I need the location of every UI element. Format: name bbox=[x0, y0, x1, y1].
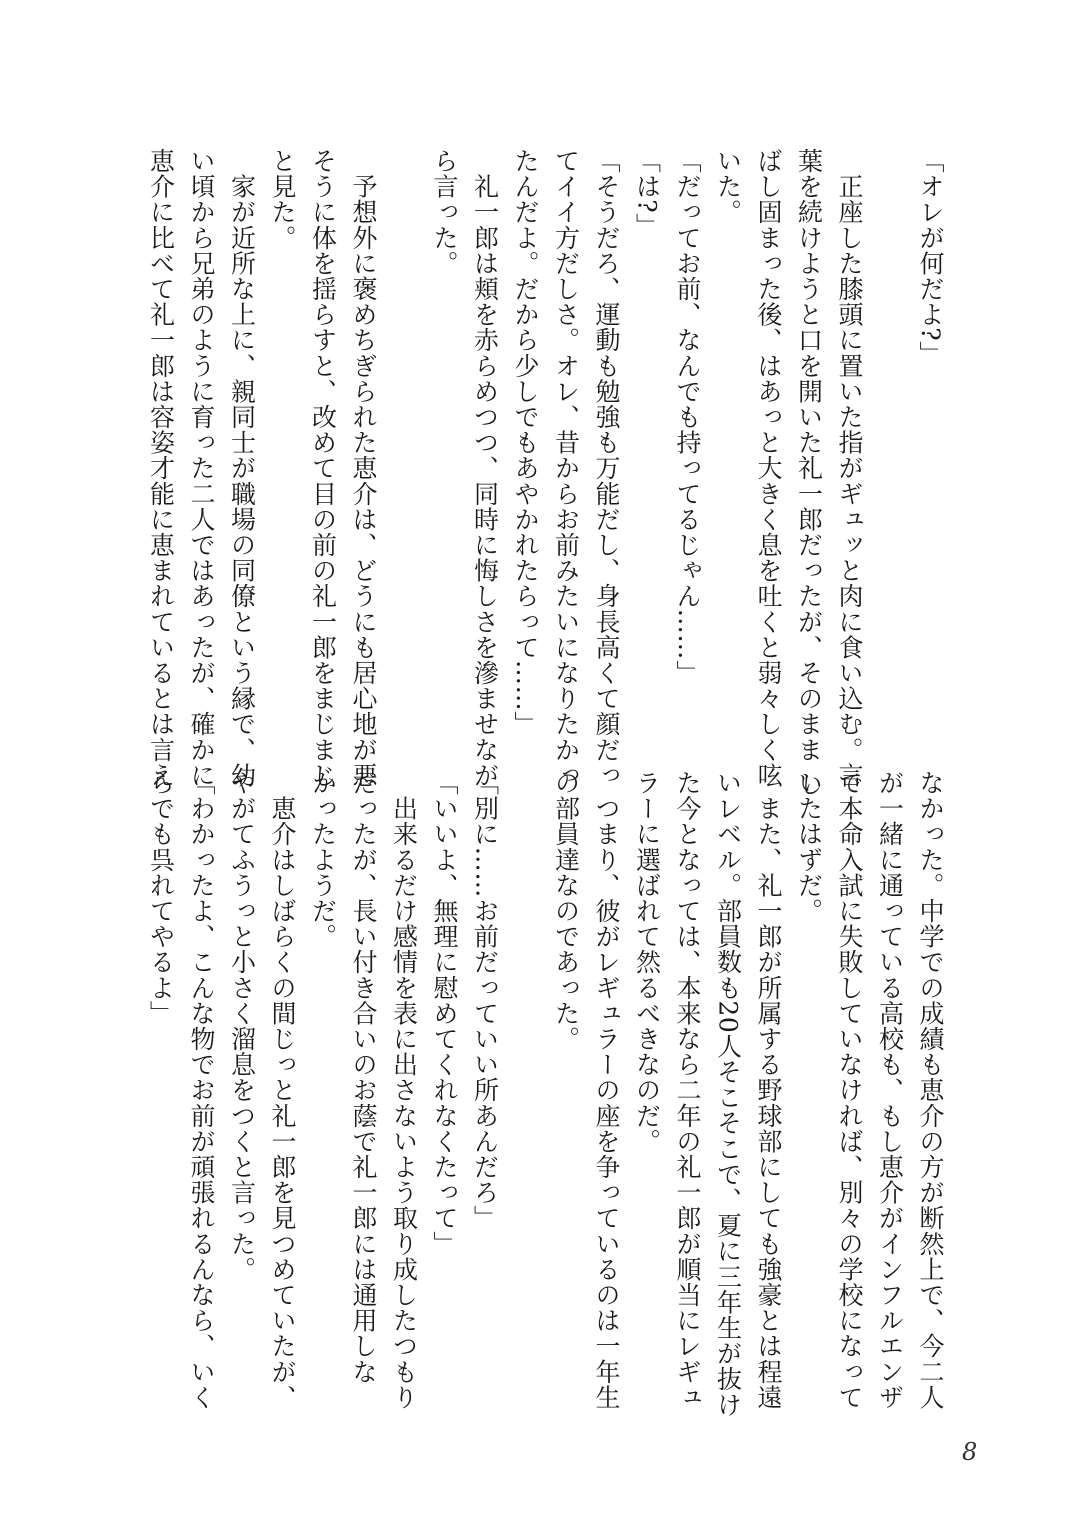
text-line: らでも呉れてやるよ」 bbox=[146, 770, 176, 1026]
text-line: てイイ方だしさ。オレ、昔からお前みたいになりたかっ bbox=[551, 148, 581, 788]
text-line: 予想外に褒めちぎられた恵介は、どうにも居心地が悪 bbox=[349, 148, 378, 788]
text-line: 葉を続けようと口を開いた礼一郎だったが、そのまま し bbox=[794, 148, 824, 797]
text-line: た今となっては、本来なら二年の礼一郎が順当にレギュ bbox=[673, 770, 702, 1410]
text-line: い頃から兄弟のように育った二人ではあったが、確かに bbox=[187, 148, 216, 788]
text-line: 恵介はしばらくの間じっと礼一郎を見つめていたが、 bbox=[268, 770, 297, 1410]
text-line: やがてふうっと小さく溜息をつくと言った。 bbox=[227, 770, 257, 1282]
text-line: いレベル。部員数も20人そこそこで、夏に三年生が抜け bbox=[713, 770, 743, 1418]
text-line: ばし固まった後、はあっと大きく息を吐くと弱々しく呟 bbox=[754, 148, 783, 788]
text-line: つまり、彼がレギュラーの座を争っているのは一年生 bbox=[592, 770, 621, 1410]
text-block-top bbox=[146, 148, 950, 797]
text-line: 「そうだろ、運動も勉強も万能だし、身長高くて顔だっ bbox=[592, 148, 621, 788]
text-block-bottom bbox=[146, 770, 950, 1418]
text-line: そうに体を揺らすと、改めて目の前の礼一郎をまじまじ bbox=[308, 148, 338, 788]
text-line: また、礼一郎が所属する野球部にしても強豪とは程遠 bbox=[754, 770, 783, 1410]
text-line: が一緒に通っている高校も、もし恵介がインフルエンザ bbox=[875, 770, 905, 1410]
text-line: ラーに選ばれて然るべきなのだ。 bbox=[632, 770, 662, 1154]
text-line: 「オレが何だよ?」 bbox=[916, 148, 945, 367]
text-line: 正座した膝頭に置いた指がギュッと肉に食い込む。言 bbox=[835, 148, 864, 788]
text-line: 礼一郎は頬を赤らめつつ、同時に悔しさを滲ませなが bbox=[470, 148, 500, 788]
text-line: かったようだ。 bbox=[308, 770, 338, 950]
text-line: 「だってお前、なんでも持ってるじゃん……」 bbox=[673, 148, 702, 686]
text-line: いた。 bbox=[713, 148, 743, 225]
text-line: たんだよ。だから少しでもあやかれたらって……」 bbox=[511, 148, 540, 737]
text-line: と見た。 bbox=[268, 148, 297, 251]
text-line: 「は?」 bbox=[632, 148, 662, 239]
text-line: ら言った。 bbox=[430, 148, 459, 276]
page-number: 8 bbox=[962, 1438, 978, 1466]
text-line: 恵介に比べて礼一郎は容姿才能に恵まれているとは言え bbox=[146, 148, 176, 788]
text-line: の部員達なのであった。 bbox=[551, 770, 581, 1052]
text-line: だったが、長い付き合いのお蔭で礼一郎には通用しな bbox=[349, 770, 378, 1385]
text-line: 「いいよ、無理に慰めてくれなくたって」 bbox=[430, 770, 459, 1257]
text-line: 家が近所な上に、親同士が職場の同僚という縁で、幼 bbox=[227, 148, 257, 788]
text-line: 「別に……お前だっていい所あんだろ」 bbox=[470, 770, 500, 1231]
text-line: 出来るだけ感情を表に出さないよう取り成したつもり bbox=[389, 770, 419, 1410]
text-line: で本命入試に失敗していなければ、別々の学校になって bbox=[835, 770, 864, 1410]
text-line: 「わかったよ、こんな物でお前が頑張れるんなら、いく bbox=[187, 770, 216, 1410]
text-line: いたはずだ。 bbox=[794, 770, 824, 924]
text-line: なかった。中学での成績も恵介の方が断然上で、今二人 bbox=[916, 770, 945, 1410]
